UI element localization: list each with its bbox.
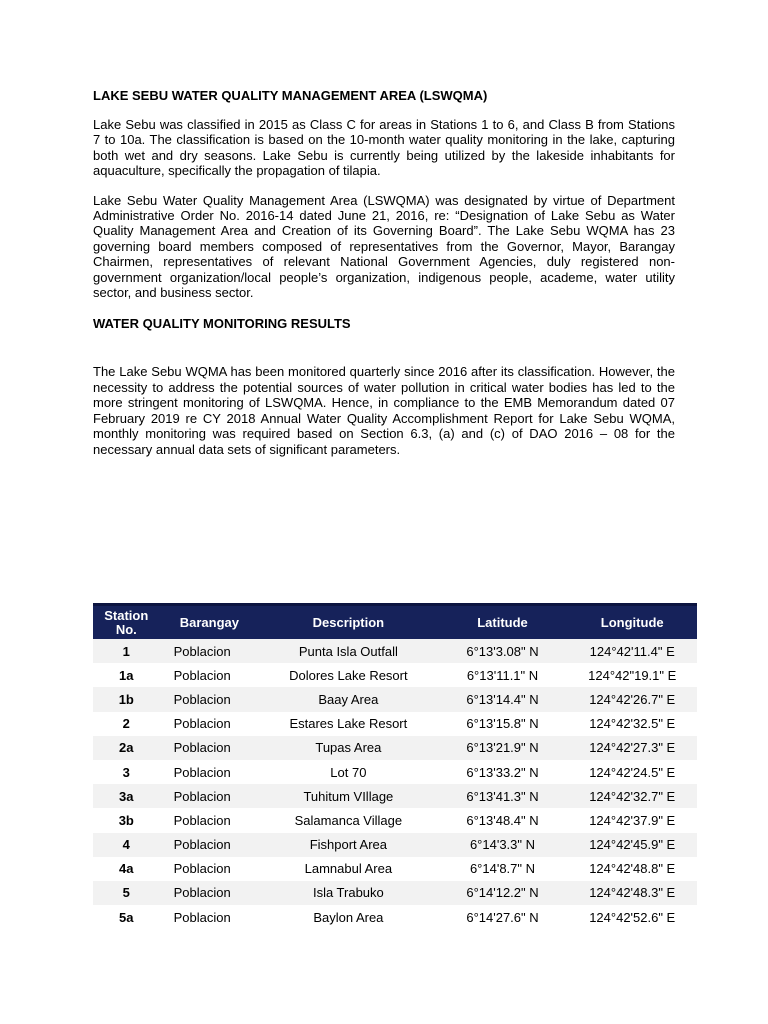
description-cell: Tuhitum VIllage (303, 788, 394, 804)
latitude-cell: 6°13'41.3" N (466, 788, 539, 804)
table-row (93, 639, 697, 663)
latitude-cell: 6°13'11.1" N (466, 667, 539, 683)
barangay-cell: Poblacion (173, 643, 231, 659)
description-cell: Salamanca Village (294, 812, 403, 828)
station-no-cell: 5a (119, 909, 134, 925)
latitude-cell: 6°13'15.8" N (466, 716, 539, 732)
header-barangay: Barangay (179, 614, 239, 630)
table-row (93, 808, 697, 832)
latitude-cell: 6°14'3.3" N (469, 837, 536, 853)
table-row (93, 736, 697, 760)
longitude-cell: 124°42'48.8" E (589, 861, 676, 877)
description-cell: Baylon Area (313, 909, 384, 925)
barangay-cell: Poblacion (173, 861, 231, 877)
table-row (93, 663, 697, 687)
barangay-cell: Poblacion (173, 716, 231, 732)
barangay-cell: Poblacion (173, 909, 231, 925)
document-body (93, 86, 675, 457)
station-no-cell: 2 (122, 716, 130, 732)
table-row (93, 760, 697, 784)
description-cell: Estares Lake Resort (289, 716, 408, 732)
station-no-cell: 3 (122, 764, 130, 780)
description-cell: Tupas Area (315, 740, 382, 756)
barangay-cell: Poblacion (173, 837, 231, 853)
barangay-cell: Poblacion (173, 667, 231, 683)
section-heading-monitoring: WATER QUALITY MONITORING RESULTS (93, 316, 351, 332)
latitude-cell: 6°13'14.4" N (466, 691, 539, 707)
section-heading-lswqma: LAKE SEBU WATER QUALITY MANAGEMENT AREA (LSWQMA) (93, 88, 488, 103)
description-cell: Punta Isla Outfall (298, 643, 398, 659)
longitude-cell: 124°42'52.6" E (589, 909, 676, 925)
latitude-cell: 6°13'33.2" N (466, 764, 539, 780)
paragraph-monitoring: The Lake Sebu WQMA has been monitored quarterly since 2016 after its classification. However, the necessity to address the potential sources of water pollution in critical water bodies has led to the more stringent monitoring of LSWQMA. Hence, in compliance to the EMB Memorandum dated 07 February 2019 re CY 2018 Annual Water Quality Accomplishment Report for Lake Sebu WQMA, monthly monitoring was required based on Section 6.3, (a) and (c) of DAO 2016 – 08 for the necessary annual data sets of significant parameters. (93, 364, 675, 457)
table-row (93, 905, 697, 929)
table-row (93, 687, 697, 711)
longitude-cell: 124°42'32.5" E (589, 716, 676, 732)
barangay-cell: Poblacion (173, 740, 231, 756)
station-no-cell: 5 (122, 885, 130, 901)
latitude-cell: 6°14'8.7" N (469, 861, 536, 877)
table-body (93, 639, 697, 929)
table-row (93, 833, 697, 857)
description-cell: Baay Area (318, 691, 379, 707)
longitude-cell: 124°42'37.9" E (589, 812, 676, 828)
longitude-cell: 124°42'11.4" E (589, 643, 675, 659)
header-longitude: Longitude (600, 614, 664, 630)
station-no-cell: 4a (119, 861, 134, 877)
station-no-cell: 1b (118, 691, 134, 707)
table-row (93, 784, 697, 808)
longitude-cell: 124°42'27.3" E (589, 740, 676, 756)
longitude-cell: 124°42"19.1" E (588, 667, 677, 683)
latitude-cell: 6°14'27.6" N (466, 909, 539, 925)
barangay-cell: Poblacion (173, 788, 231, 804)
stations-table-container (93, 603, 697, 929)
station-no-cell: 3a (119, 788, 134, 804)
table-row (93, 712, 697, 736)
longitude-cell: 124°42'45.9" E (589, 837, 676, 853)
header-description: Description (312, 614, 385, 630)
station-no-cell: 2a (119, 740, 134, 756)
table-row (93, 857, 697, 881)
table-header-row (93, 605, 697, 640)
longitude-cell: 124°42'26.7" E (589, 691, 676, 707)
barangay-cell: Poblacion (173, 812, 231, 828)
barangay-cell: Poblacion (173, 885, 231, 901)
header-station-no: Station No. (104, 607, 149, 637)
description-cell: Isla Trabuko (312, 885, 384, 901)
paragraph-designation: Lake Sebu Water Quality Management Area (LSWQMA) was designated by virtue of Department Administrative Order No. 2016-14 dated June 21, 2016, re: “Designation of Lake Sebu as Water Quality Management Area and Creation of its Governing Board”. The Lake Sebu WQMA has 23 governing board members composed of representatives from the Governor, Mayor, Barangay Chairmen, representatives of relevant National Government Agencies, duly registered non-government organization/local people’s organization, indigenous people, academe, water utility sector, and business sector. (93, 192, 675, 301)
station-no-cell: 1 (122, 643, 130, 659)
longitude-cell: 124°42'24.5" E (589, 764, 676, 780)
latitude-cell: 6°13'48.4" N (466, 812, 539, 828)
header-latitude: Latitude (477, 614, 528, 630)
table-row (93, 881, 697, 905)
stations-table (93, 603, 697, 929)
station-no-cell: 1a (119, 667, 134, 683)
description-cell: Dolores Lake Resort (289, 667, 408, 683)
station-no-cell: 3b (118, 812, 134, 828)
barangay-cell: Poblacion (173, 764, 231, 780)
latitude-cell: 6°14'12.2" N (466, 885, 539, 901)
longitude-cell: 124°42'48.3" E (589, 885, 676, 901)
paragraph-classification: Lake Sebu was classified in 2015 as Class C for areas in Stations 1 to 6, and Class B from Stations 7 to 10a. The classification is based on the 10-month water quality monitoring in the lake, capturing both wet and dry seasons. Lake Sebu is currently being utilized by the lakeside inhabitants for aquaculture, specifically the propagation of tilapia. (93, 117, 675, 179)
latitude-cell: 6°13'21.9" N (466, 740, 539, 756)
description-cell: Lamnabul Area (304, 861, 393, 877)
barangay-cell: Poblacion (173, 691, 231, 707)
station-no-cell: 4 (122, 837, 130, 853)
longitude-cell: 124°42'32.7" E (589, 788, 676, 804)
latitude-cell: 6°13'3.08" N (466, 643, 539, 659)
description-cell: Lot 70 (330, 764, 367, 780)
description-cell: Fishport Area (309, 837, 388, 853)
